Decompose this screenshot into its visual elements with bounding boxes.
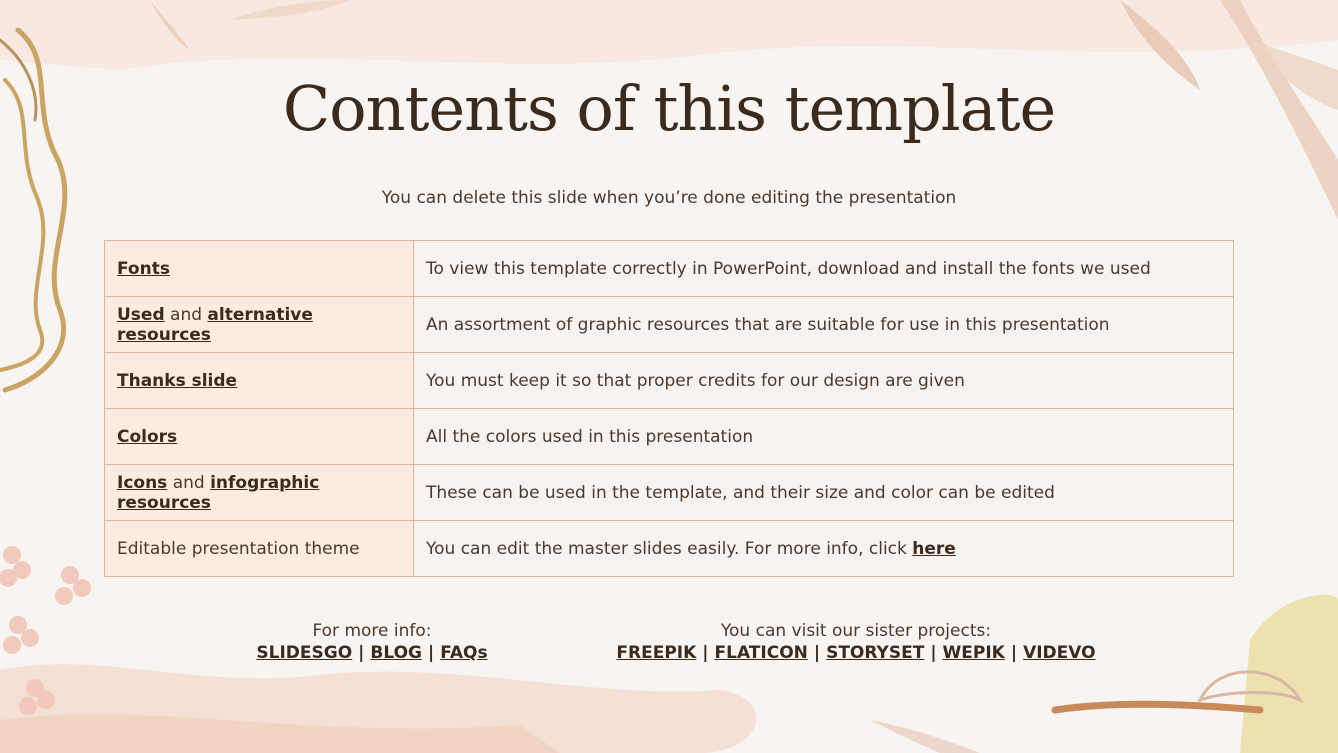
- resource-link[interactable]: Fonts: [117, 258, 170, 279]
- resource-text: and: [167, 472, 211, 493]
- resource-description-cell: [414, 521, 1234, 577]
- footer-link[interactable]: BLOG: [370, 643, 422, 663]
- resource-description: All the colors used in this presentation: [426, 426, 754, 447]
- resource-link[interactable]: alternative resources: [117, 304, 313, 345]
- footer-more-info-label: For more info:: [312, 621, 432, 641]
- footer-more-info: [222, 620, 522, 664]
- resource-name-cell: [105, 297, 414, 353]
- table-row: [105, 241, 1234, 297]
- table-row: [105, 465, 1234, 521]
- footer-link[interactable]: FLATICON: [714, 643, 808, 663]
- footer-link[interactable]: STORYSET: [826, 643, 925, 663]
- contents-table-body: [105, 241, 1234, 577]
- resource-description-cell: [414, 297, 1234, 353]
- resource-description-cell: [414, 241, 1234, 297]
- page-title: Contents of this template: [282, 72, 1056, 145]
- resource-description-cell: [414, 353, 1234, 409]
- footer-sister-projects-label: You can visit our sister projects:: [720, 621, 992, 641]
- resource-name-cell: [105, 521, 414, 577]
- footer-link[interactable]: WEPIK: [942, 643, 1005, 663]
- contents-table: [104, 240, 1234, 577]
- resource-description: You can edit the master slides easily. For more info, click: [426, 538, 913, 559]
- footer-link[interactable]: FAQs: [440, 643, 488, 663]
- table-row: [105, 297, 1234, 353]
- footer-link[interactable]: SLIDESGO: [256, 643, 353, 663]
- footer-link[interactable]: FREEPIK: [616, 643, 697, 663]
- resource-link[interactable]: Colors: [117, 426, 178, 447]
- link-separator: |: [813, 643, 821, 663]
- resource-name-cell: [105, 353, 414, 409]
- resource-link[interactable]: Used: [117, 304, 165, 325]
- resource-text: and: [164, 304, 208, 325]
- resource-description-cell: [414, 465, 1234, 521]
- link-separator: |: [702, 643, 709, 663]
- resource-description-cell: [414, 409, 1234, 465]
- resource-description: To view this template correctly in PowerPoint, download and install the fonts we used: [426, 258, 1151, 279]
- resource-name-cell: [105, 409, 414, 465]
- footer-sister-projects: [576, 620, 1136, 664]
- resource-description: These can be used in the template, and their size and color can be edited: [426, 482, 1055, 503]
- resource-link[interactable]: Icons: [117, 472, 168, 493]
- footer-sister-projects-links: [576, 642, 1136, 664]
- resource-link[interactable]: infographic resources: [117, 472, 320, 513]
- resource-description: An assortment of graphic resources that are suitable for use in this presentation: [426, 314, 1110, 335]
- here-link[interactable]: here: [912, 538, 956, 559]
- table-row: [105, 353, 1234, 409]
- resource-link[interactable]: Thanks slide: [117, 370, 238, 391]
- resource-name-cell: [105, 241, 414, 297]
- footer-more-info-links: [222, 642, 522, 664]
- link-separator: |: [930, 643, 937, 663]
- page-subtitle: You can delete this slide when you’re done editing the presentation: [381, 188, 957, 208]
- link-separator: |: [1010, 643, 1018, 663]
- table-row: [105, 409, 1234, 465]
- footer-link[interactable]: VIDEVO: [1023, 643, 1096, 663]
- resource-description: You must keep it so that proper credits for our design are given: [426, 370, 965, 391]
- resource-text: Editable presentation theme: [117, 538, 360, 559]
- resource-name-cell: [105, 465, 414, 521]
- link-separator: |: [358, 643, 365, 663]
- table-row: [105, 521, 1234, 577]
- link-separator: |: [427, 643, 435, 663]
